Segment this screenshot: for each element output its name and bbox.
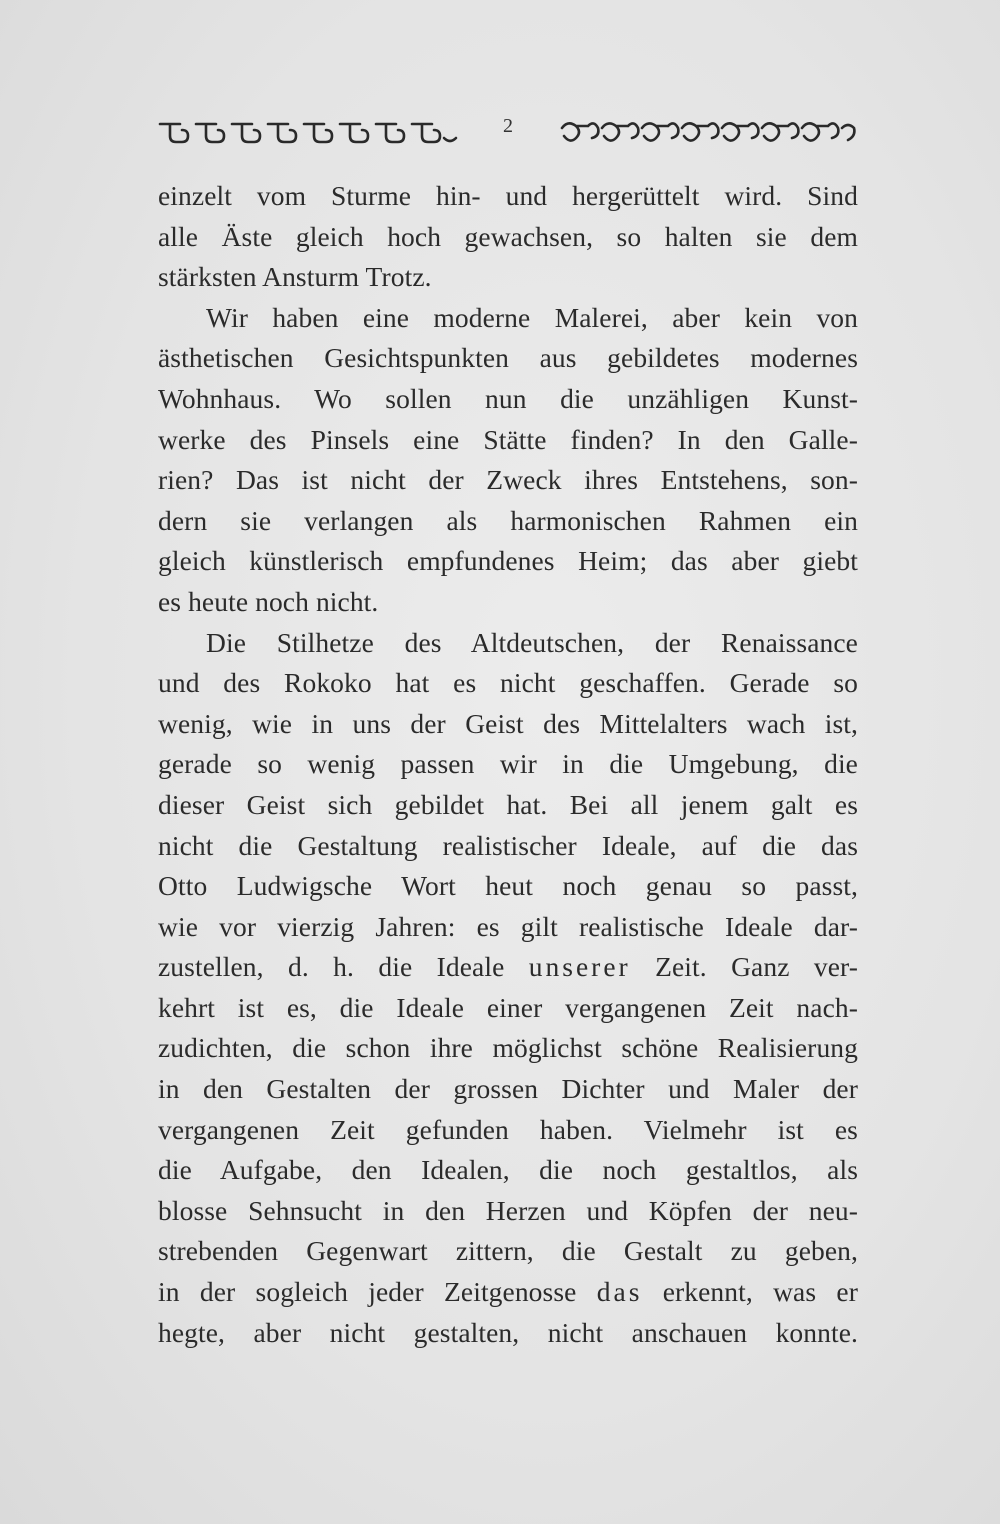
- text-line: hegte, aber nicht gestalten, nicht anschauen konnte.: [158, 1316, 858, 1348]
- text-line: gerade so wenig passen wir in die Umgebung, die: [158, 748, 858, 780]
- text-line-with-emphasis: [158, 947, 858, 988]
- text-segment: erkennt, was er: [662, 1276, 858, 1308]
- text-line: werke des Pinsels eine Stätte finden? In den Galle-: [158, 423, 858, 455]
- running-header: [158, 114, 858, 150]
- page-number: 2: [503, 114, 513, 137]
- text-line: wenig, wie in uns der Geist des Mittelalters wach ist,: [158, 707, 858, 739]
- scroll-ornament-right-icon: [558, 118, 858, 146]
- emphasized-word: das: [596, 1276, 643, 1308]
- text-line: zudichten, die schon ihre möglichst schöne Realisierung: [158, 1032, 858, 1064]
- text-line: einzelt vom Sturme hin- und hergerüttelt wird. Sind: [158, 180, 858, 211]
- text-line: Wohnhaus. Wo sollen nun die unzähligen Kunst-: [158, 382, 858, 414]
- text-line: gleich künstlerisch empfundenes Heim; das aber giebt: [158, 545, 858, 577]
- text-line: Otto Ludwigsche Wort heut noch genau so passt,: [158, 870, 858, 902]
- text-line: dieser Geist sich gebildet hat. Bei all jenem galt es: [158, 788, 858, 820]
- scroll-ornament-left-icon: [158, 118, 458, 146]
- text-line: und des Rokoko hat es nicht geschaffen. Gerade so: [158, 667, 858, 699]
- text-line: rien? Das ist nicht der Zweck ihres Entstehens, son-: [158, 464, 858, 496]
- text-segment: in der sogleich jeder Zeitgenosse: [158, 1276, 577, 1308]
- text-line: nicht die Gestaltung realistischer Ideale, auf die das: [158, 829, 858, 861]
- text-line: stärksten Ansturm Trotz.: [158, 261, 432, 293]
- text-line-with-emphasis: [158, 1272, 858, 1313]
- text-line: es heute noch nicht.: [158, 585, 379, 617]
- paragraph-1: [158, 176, 858, 298]
- text-segment: zustellen, d. h. die Ideale: [158, 951, 505, 983]
- text-line: strebenden Gegenwart zittern, die Gestalt zu geben,: [158, 1235, 858, 1267]
- text-line: kehrt ist es, die Ideale einer vergangenen Zeit nach-: [158, 991, 858, 1023]
- text-line: vergangenen Zeit gefunden haben. Vielmehr ist es: [158, 1113, 858, 1145]
- text-line: blosse Sehnsucht in den Herzen und Köpfen der neu-: [158, 1194, 858, 1226]
- body-text: [158, 176, 858, 1353]
- text-line: ästhetischen Gesichtspunkten aus gebildetes modernes: [158, 342, 858, 374]
- text-line: dern sie verlangen als harmonischen Rahmen ein: [158, 504, 858, 536]
- text-segment: Zeit. Ganz ver-: [655, 951, 859, 983]
- text-line: Wir haben eine moderne Malerei, aber kein von: [206, 301, 858, 333]
- paragraph-3: [158, 623, 858, 1354]
- text-line: wie vor vierzig Jahren: es gilt realistische Ideale dar-: [158, 910, 858, 942]
- text-line: die Aufgabe, den Idealen, die noch gestaltlos, als: [158, 1154, 858, 1186]
- text-line: in den Gestalten der grossen Dichter und Maler der: [158, 1073, 858, 1105]
- emphasized-word: unserer: [528, 951, 631, 983]
- text-line: alle Äste gleich hoch gewachsen, so halten sie dem: [158, 220, 858, 252]
- text-line: Die Stilhetze des Altdeutschen, der Renaissance: [206, 626, 858, 658]
- paragraph-2: [158, 298, 858, 623]
